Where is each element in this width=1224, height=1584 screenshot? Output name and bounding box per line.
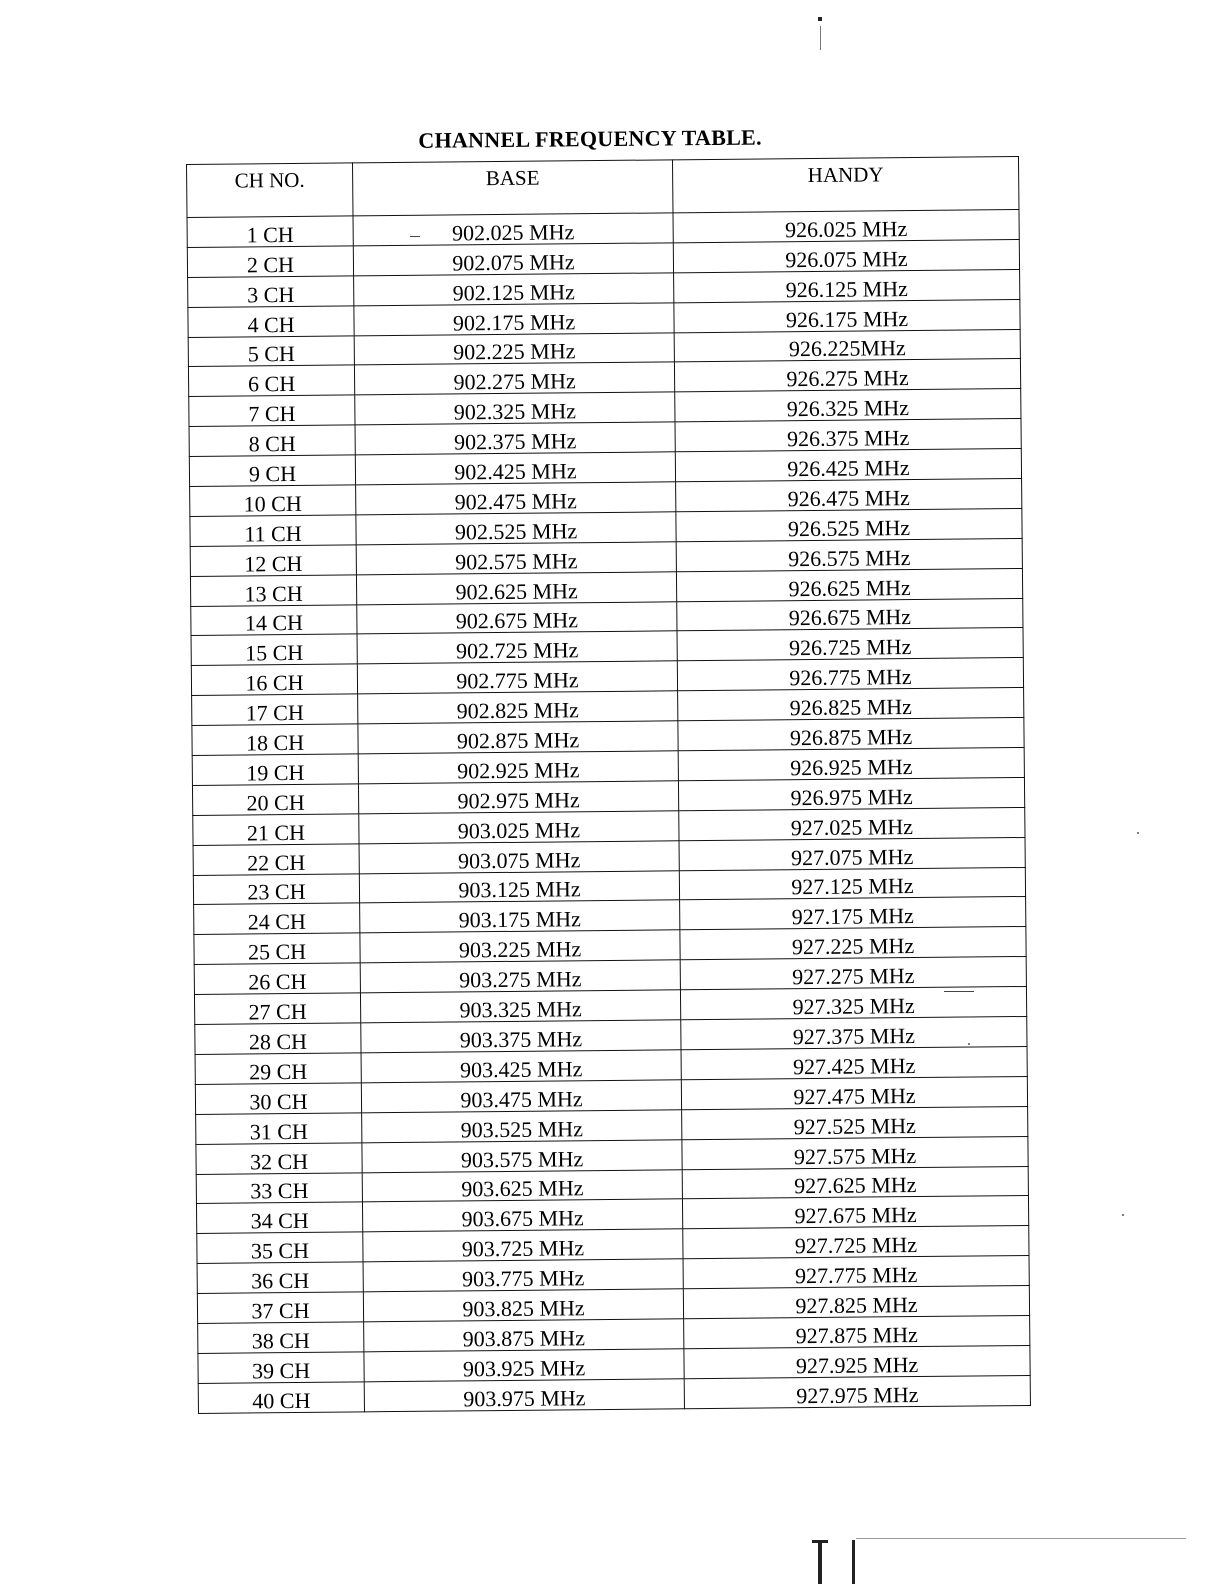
cell-base-frequency: 902.875 MHz <box>358 721 678 754</box>
cell-handy-frequency: 926.275 MHz <box>674 359 1020 392</box>
cell-handy-frequency: 926.975 MHz <box>678 777 1024 810</box>
cell-handy-frequency: 927.275 MHz <box>680 957 1026 990</box>
cell-channel: 20 CH <box>192 784 358 815</box>
scan-dash <box>944 991 974 992</box>
cell-handy-frequency: 927.325 MHz <box>680 987 1026 1020</box>
scan-dash <box>410 236 420 237</box>
cell-channel: 7 CH <box>189 395 355 426</box>
cell-channel: 38 CH <box>198 1322 364 1353</box>
cell-handy-frequency: 927.925 MHz <box>684 1345 1030 1378</box>
cell-channel: 3 CH <box>188 276 354 307</box>
cell-channel: 10 CH <box>190 485 356 516</box>
cell-handy-frequency: 927.425 MHz <box>681 1046 1027 1079</box>
cell-handy-frequency: 926.125 MHz <box>674 269 1020 302</box>
cell-channel: 9 CH <box>189 455 355 486</box>
cell-channel: 18 CH <box>192 724 358 755</box>
cell-base-frequency: 903.675 MHz <box>362 1199 682 1232</box>
cell-base-frequency: 903.375 MHz <box>361 1020 681 1053</box>
cell-base-frequency: 902.625 MHz <box>356 571 676 604</box>
cell-base-frequency: 903.025 MHz <box>359 811 679 844</box>
cell-handy-frequency: 926.175 MHz <box>674 299 1020 332</box>
cell-handy-frequency: 926.075 MHz <box>673 239 1019 272</box>
cell-handy-frequency: 927.975 MHz <box>684 1375 1030 1408</box>
cell-channel: 17 CH <box>192 694 358 725</box>
cell-channel: 23 CH <box>193 873 359 904</box>
cell-handy-frequency: 926.725 MHz <box>677 628 1023 661</box>
cell-base-frequency: 902.825 MHz <box>358 691 678 724</box>
cell-base-frequency: 903.725 MHz <box>363 1229 683 1262</box>
cell-channel: 2 CH <box>187 246 353 277</box>
cell-base-frequency: 902.525 MHz <box>356 512 676 545</box>
cell-channel: 40 CH <box>198 1382 364 1413</box>
cell-base-frequency: 902.475 MHz <box>356 482 676 515</box>
cell-handy-frequency: 926.675 MHz <box>677 598 1023 631</box>
cell-channel: 5 CH <box>188 335 354 366</box>
cell-handy-frequency: 927.875 MHz <box>684 1315 1030 1348</box>
cell-handy-frequency: 926.225MHz <box>674 329 1020 362</box>
cell-handy-frequency: 927.175 MHz <box>680 897 1026 930</box>
cell-base-frequency: 903.825 MHz <box>363 1289 683 1322</box>
cell-channel: 21 CH <box>193 814 359 845</box>
scan-speck <box>1122 1214 1124 1216</box>
cell-channel: 36 CH <box>197 1262 363 1293</box>
cell-channel: 8 CH <box>189 425 355 456</box>
cell-handy-frequency: 926.625 MHz <box>676 568 1022 601</box>
cell-handy-frequency: 927.025 MHz <box>679 807 1025 840</box>
cell-channel: 30 CH <box>195 1083 361 1114</box>
cell-base-frequency: 902.725 MHz <box>357 631 677 664</box>
cell-handy-frequency: 927.625 MHz <box>682 1166 1028 1199</box>
cell-handy-frequency: 926.475 MHz <box>676 479 1022 512</box>
cell-channel: 11 CH <box>190 515 356 546</box>
cell-base-frequency: 903.525 MHz <box>362 1110 682 1143</box>
cell-base-frequency: 902.025 MHz <box>353 213 673 246</box>
cell-handy-frequency: 927.825 MHz <box>683 1286 1029 1319</box>
cell-channel: 12 CH <box>190 545 356 576</box>
cell-base-frequency: 902.975 MHz <box>358 781 678 814</box>
cell-handy-frequency: 926.375 MHz <box>675 419 1021 452</box>
cell-channel: 33 CH <box>196 1172 362 1203</box>
cell-base-frequency: 903.175 MHz <box>360 900 680 933</box>
cell-base-frequency: 903.125 MHz <box>359 870 679 903</box>
cell-handy-frequency: 926.825 MHz <box>678 688 1024 721</box>
cell-handy-frequency: 926.325 MHz <box>675 389 1021 422</box>
cell-handy-frequency: 927.225 MHz <box>680 927 1026 960</box>
cell-channel: 29 CH <box>195 1053 361 1084</box>
cell-base-frequency: 902.175 MHz <box>354 302 674 335</box>
cell-channel: 24 CH <box>194 903 360 934</box>
cell-base-frequency: 903.425 MHz <box>361 1050 681 1083</box>
cell-channel: 15 CH <box>191 634 357 665</box>
cell-handy-frequency: 927.575 MHz <box>682 1136 1028 1169</box>
cell-handy-frequency: 927.125 MHz <box>679 867 1025 900</box>
cell-channel: 39 CH <box>198 1352 364 1383</box>
frequency-table-wrapper <box>186 156 1031 1414</box>
cell-base-frequency: 902.775 MHz <box>357 661 677 694</box>
cell-base-frequency: 903.775 MHz <box>363 1259 683 1292</box>
cell-channel: 19 CH <box>192 754 358 785</box>
cell-handy-frequency: 927.075 MHz <box>679 837 1025 870</box>
scan-artifact-bottom-stem-2 <box>852 1540 855 1584</box>
cell-base-frequency: 903.975 MHz <box>364 1379 684 1412</box>
cell-base-frequency: 903.575 MHz <box>362 1139 682 1172</box>
cell-handy-frequency: 927.525 MHz <box>682 1106 1028 1139</box>
cell-base-frequency: 902.375 MHz <box>355 422 675 455</box>
scan-speck <box>1137 832 1139 834</box>
scan-artifact-bottom-line <box>856 1538 1186 1539</box>
cell-base-frequency: 902.125 MHz <box>354 273 674 306</box>
cell-handy-frequency: 927.475 MHz <box>681 1076 1027 1109</box>
cell-channel: 14 CH <box>191 604 357 635</box>
cell-channel: 27 CH <box>194 993 360 1024</box>
cell-channel: 28 CH <box>195 1023 361 1054</box>
cell-handy-frequency: 927.725 MHz <box>683 1226 1029 1259</box>
scan-artifact-bottom-stem <box>818 1540 822 1584</box>
cell-channel: 4 CH <box>188 306 354 337</box>
cell-base-frequency: 902.575 MHz <box>356 542 676 575</box>
cell-handy-frequency: 927.675 MHz <box>682 1196 1028 1229</box>
cell-base-frequency: 902.075 MHz <box>353 243 673 276</box>
column-header-ch-no: CH NO. <box>187 163 354 218</box>
column-header-base: BASE <box>352 160 672 216</box>
cell-handy-frequency: 927.775 MHz <box>683 1256 1029 1289</box>
cell-base-frequency: 902.325 MHz <box>355 392 675 425</box>
cell-channel: 26 CH <box>194 963 360 994</box>
cell-channel: 22 CH <box>193 844 359 875</box>
table-body <box>187 210 1030 1414</box>
cell-channel: 13 CH <box>190 575 356 606</box>
cell-base-frequency: 903.325 MHz <box>360 990 680 1023</box>
cell-base-frequency: 903.275 MHz <box>360 960 680 993</box>
cell-base-frequency: 902.225 MHz <box>354 332 674 365</box>
cell-handy-frequency: 926.525 MHz <box>676 508 1022 541</box>
cell-channel: 16 CH <box>191 664 357 695</box>
cell-channel: 34 CH <box>196 1202 362 1233</box>
header-row <box>187 157 1019 218</box>
cell-handy-frequency: 927.375 MHz <box>681 1017 1027 1050</box>
cell-channel: 37 CH <box>197 1292 363 1323</box>
cell-handy-frequency: 926.425 MHz <box>675 449 1021 482</box>
page-title: CHANNEL FREQUENCY TABLE. <box>418 124 763 153</box>
cell-base-frequency: 902.925 MHz <box>358 751 678 784</box>
cell-base-frequency: 903.225 MHz <box>360 930 680 963</box>
channel-frequency-table <box>186 156 1031 1414</box>
cell-base-frequency: 903.625 MHz <box>362 1169 682 1202</box>
cell-handy-frequency: 926.925 MHz <box>678 748 1024 781</box>
cell-channel: 25 CH <box>194 933 360 964</box>
cell-base-frequency: 902.275 MHz <box>354 362 674 395</box>
scan-speck <box>968 1043 970 1045</box>
cell-handy-frequency: 926.775 MHz <box>677 658 1023 691</box>
column-header-handy: HANDY <box>672 157 1018 213</box>
cell-base-frequency: 902.675 MHz <box>357 601 677 634</box>
scan-artifact-top-line <box>820 26 821 50</box>
cell-base-frequency: 903.075 MHz <box>359 841 679 874</box>
cell-channel: 31 CH <box>196 1113 362 1144</box>
cell-base-frequency: 903.925 MHz <box>364 1349 684 1382</box>
cell-base-frequency: 903.875 MHz <box>364 1319 684 1352</box>
cell-handy-frequency: 926.875 MHz <box>678 718 1024 751</box>
cell-channel: 1 CH <box>187 216 353 247</box>
cell-channel: 35 CH <box>197 1232 363 1263</box>
cell-base-frequency: 903.475 MHz <box>361 1080 681 1113</box>
scan-artifact-top <box>818 17 822 21</box>
cell-channel: 6 CH <box>188 365 354 396</box>
cell-base-frequency: 902.425 MHz <box>355 452 675 485</box>
cell-handy-frequency: 926.575 MHz <box>676 538 1022 571</box>
cell-channel: 32 CH <box>196 1142 362 1173</box>
cell-handy-frequency: 926.025 MHz <box>673 210 1019 243</box>
